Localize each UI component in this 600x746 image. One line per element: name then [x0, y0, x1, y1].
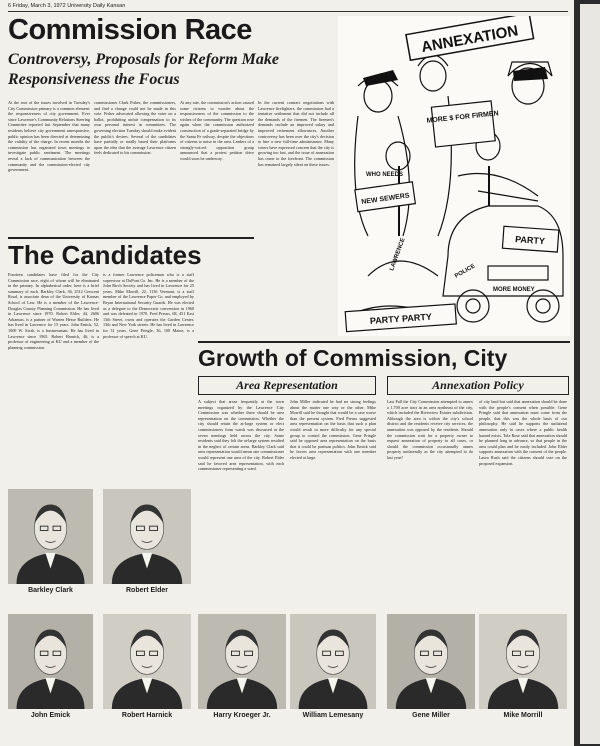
candidates-headline: The Candidates: [8, 240, 202, 270]
editorial-cartoon: [338, 16, 570, 336]
deck-headline: Controversy, Proposals for Reform Make Responsiveness the Focus: [8, 51, 279, 88]
portrait-caption: William Lemesany: [302, 712, 364, 719]
portrait-photo: [290, 614, 376, 709]
annexation-column-2: of city land but said that annexation should be done with the people's consent when possible. Gene Pringle said that annexation must come from the people, that this was the whole basis of our philosophy. He said he supports the unilateral annexation only in cases where a public health hazard exists. Tola Rose said that annexation should be planned long in advance, so that people in the area could plan and be easily included. John Elder supports annexation with the consent of the people. Laura Rush said the citizens should vote on the proposed expansion.: [479, 399, 567, 466]
portrait-photo: [8, 489, 93, 584]
growth-headline: Growth of Commission, City: [198, 345, 508, 371]
intro-column-4: In the current contract negotiations with Lawrence firefighters, the commission had a tentative settlement that did not include all the demands of the firemen. The firemen's demands include an improved salary and improved retirement allowances. Another controversy has been over the city's decision to hire a new full-time administrator. Many voters have expressed concern that the city is growing too fast, and the issue of annexation has come to the forefront. The commission has remained largely silent on these issues.: [258, 100, 334, 167]
portrait-caption: John Emick: [30, 712, 71, 719]
intro-column-2: commissioner Clark Fisher, the commissioners, and find a change could not be made in this vote. Fisher advocated allowing the voter on a ballot, prohibiting unfair compensation to its own personal interest in committees. The governing election Tuesday should make evident the public's desires. Several of the candidates have partially or totally based their platforms upon the idea that the average Lawrence citizen feels dedicated to his commission.: [94, 100, 176, 156]
folio-rule: [8, 11, 568, 12]
portrait-photo: [198, 614, 286, 709]
portrait-caption: Barkley Clark: [28, 587, 73, 594]
annexation-policy-label: Annexation Policy: [387, 376, 569, 395]
adjacent-page-edge: [580, 4, 600, 744]
portrait-caption: Mike Morrill: [503, 712, 543, 719]
sign-more-money: MORE MONEY: [493, 287, 535, 293]
portrait-caption: Robert Harnick: [121, 712, 173, 719]
intro-column-3: At any rate, the commission's action caused some citizens to wonder about the responsiveness of the commission to the wishes of the community. The question rose again when the commission authorized construction of a grade-separated bridge by the Santa Fe railway, despite the objections of citizens to noise in the area. Leaders of a strongly-voiced opposition group announced that a protest petition drive would soon be underway.: [180, 100, 254, 161]
portrait-caption: Gene Miller: [412, 712, 450, 719]
sign-sewers: NEW SEWERS: [360, 192, 411, 207]
portrait-photo: [479, 614, 567, 709]
portrait-caption: Harry Kroeger Jr.: [213, 712, 271, 719]
growth-rule: [198, 341, 570, 343]
sign-party-party: PARTY PARTY: [369, 311, 433, 326]
portrait-photo: [103, 614, 191, 709]
sign-lawrence: LAWRENCE: [389, 237, 407, 272]
portrait-photo: [103, 489, 191, 584]
sign-police: POLICE: [454, 263, 477, 280]
main-headline: Commission Race: [8, 14, 252, 46]
sign-party: PARTY: [514, 234, 546, 247]
portrait-photo: [387, 614, 475, 709]
intro-column-1: At the root of the issues involved in Tuesday's City Commission primary is a common element: the responsiveness of city government. Ever since Lawrence's Community Relations Steering Committee reported last September that many residents believe city government unresponsive, public opinion has been directed at determining the validity of the charge. In recent months the commission has organized town meetings to investigate public sentiment. The meetings reveal a lack of communication between the community and the commission-elected city government.: [8, 100, 90, 173]
annexation-column-1: Last Fall the City Commission attempted to annex a 1,700 acre tract in an area northeast of the city, which included the Riverview Estates subdivision. Although the area is within the city's school district and the residents receive city services, the annexation was opposed by the residents. Should the commission wait for a property owner to request annexation of property to all cases, or should the commission occasionally annex property unilaterally as the city attempted to do last year?: [387, 399, 473, 460]
sign-annexation: ANNEXATION: [419, 22, 520, 57]
area-column-1: A subject that arose frequently at the town meetings organized by the Lawrence City Commission was whether there should be area representation on the commission. Whether the city should retain the at-large system or elect commissioners from wards was discussed at the seven meetings held across the city. Some residents said they felt the at-large system resulted in the neglect of certain areas. Barkley Clark said area representation would mean one commissioner would represent one area of the city. Robert Elder said he favored area representation, with each commissioner representing a ward.: [198, 399, 284, 472]
portrait-caption: Robert Elder: [125, 587, 168, 594]
section-rule: [8, 237, 254, 239]
cartoon-drawing: [338, 16, 570, 336]
portrait-photo: [8, 614, 93, 709]
area-column-2: John Miller indicated he had no strong feelings about the matter one way or the other. Mike Morrill said he thought that would be a case worse than the present system. Fred Preuss suggested area representation on the basis that such a plan would result in more difficulty for any special group to control the commission. Gene Pringle said he opposed area representation on the basis that it could be partisan politics. John Emick said he favors area representation with one member elected at large.: [290, 399, 376, 460]
folio-line: 6 Friday, March 3, 1972 University Daily Kansan: [8, 3, 126, 9]
sign-who-needs: WHO NEEDS: [366, 172, 404, 178]
candidates-column-2: is a former Lawrence policeman who is a staff supervisor at DuPont Co. Inc. He is a member of the John Birch Society and has lived in Lawrence for 25 years. Mike Morrill, 22, 1136 Vermont, is a staff member of the Lawrence Paper Co. and employed by Bryan International Security Guards. He was elected as a delegate to the Democratic convention in 1960 and was defeated in 1970. Fred Preuss, 68, 451 East 13th Street, owns and operates the Garden Center, 13th and New York streets. He has lived in Lawrence for 31 years. Gene Pringle, 36, 108 Maine, is a professor of speech at KU.: [103, 272, 194, 339]
sign-firemen: MORE $ FOR FIRMEN: [426, 110, 499, 125]
area-representation-label: Area Representation: [198, 376, 376, 395]
candidates-column-1: Fourteen candidates have filed for the City Commission race, eight of whom will be eliminated in the primary. In alphabetical order, here is a brief summary of each. Barkley Clark, 36, 2512 Crescent Road, is associate dean of the University of Kansas School of Law. He is a member of the Lawrence-Douglas County Planning Commission. He has lived in Lawrence since 1970. Robert Elder, 44, 2606 Arkansas, is a partner of Warren Hesse Builders. He has lived in Lawrence for 15 years. John Emick, 52, 1000 W. Sixth, is a businessman. He has lived in Lawrence since 1965. Robert Harnick, 46, is a professor of engineering at KU and a member of the planning commission.: [8, 272, 99, 350]
